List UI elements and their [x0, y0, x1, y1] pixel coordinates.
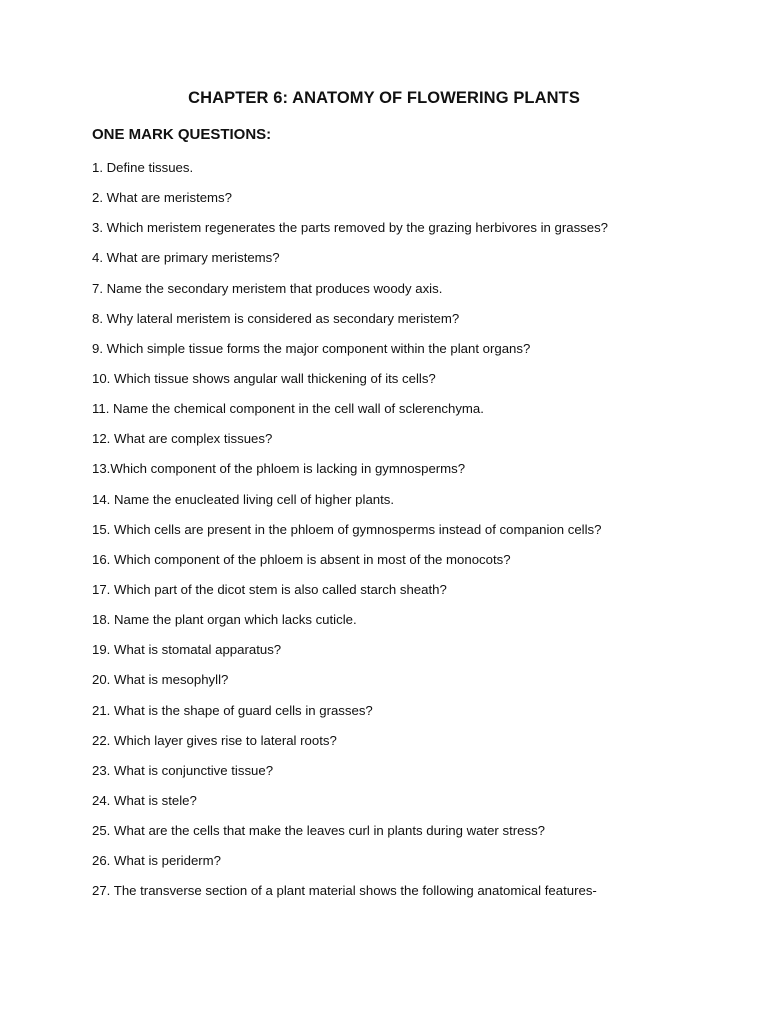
question-item: 17. Which part of the dicot stem is also called starch sheath? [92, 581, 447, 597]
question-item: 21. What is the shape of guard cells in grasses? [92, 702, 373, 718]
question-item: 25. What are the cells that make the leaves curl in plants during water stress? [92, 823, 545, 839]
question-item: 9. Which simple tissue forms the major component within the plant organs? [92, 340, 531, 356]
question-item: 22. Which layer gives rise to lateral roots? [92, 732, 337, 748]
question-item: 11. Name the chemical component in the cell wall of sclerenchyma. [92, 401, 484, 417]
question-item: 20. What is mesophyll? [92, 672, 229, 688]
page-title: CHAPTER 6: ANATOMY OF FLOWERING PLANTS [188, 89, 580, 107]
question-list [92, 160, 712, 914]
question-item: 3. Which meristem regenerates the parts removed by the grazing herbivores in grasses? [92, 220, 609, 236]
question-item: 13.Which component of the phloem is lacking in gymnosperms? [92, 461, 466, 477]
question-item: 27. The transverse section of a plant material shows the following anatomical features- [92, 883, 597, 899]
question-item: 8. Why lateral meristem is considered as secondary meristem? [92, 310, 460, 326]
section-heading: ONE MARK QUESTIONS: [92, 126, 272, 143]
question-item: 12. What are complex tissues? [92, 431, 273, 447]
question-item: 26. What is periderm? [92, 853, 221, 869]
question-item: 18. Name the plant organ which lacks cuticle. [92, 612, 357, 628]
question-item: 16. Which component of the phloem is absent in most of the monocots? [92, 551, 511, 567]
question-item: 10. Which tissue shows angular wall thickening of its cells? [92, 370, 436, 386]
question-item: 1. Define tissues. [92, 160, 194, 175]
question-item: 24. What is stele? [92, 792, 197, 808]
question-item: 23. What is conjunctive tissue? [92, 762, 274, 778]
question-item: 14. Name the enucleated living cell of higher plants. [92, 491, 395, 507]
question-item: 15. Which cells are present in the phloem of gymnosperms instead of companion cells? [92, 521, 602, 537]
question-item: 4. What are primary meristems? [92, 250, 280, 266]
question-item: 2. What are meristems? [92, 190, 232, 206]
question-item: 7. Name the secondary meristem that produces woody axis. [92, 280, 443, 296]
question-item: 19. What is stomatal apparatus? [92, 642, 282, 658]
